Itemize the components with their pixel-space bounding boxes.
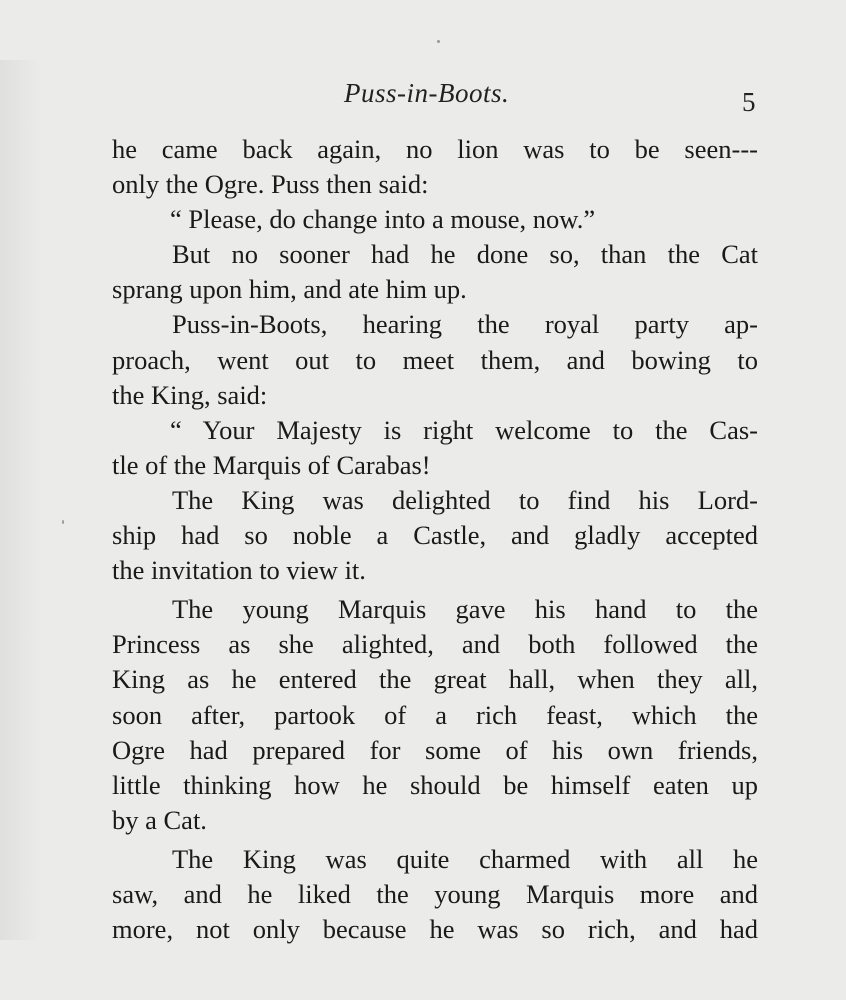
text-line: by a Cat. xyxy=(112,804,207,835)
running-head xyxy=(0,78,846,118)
page-edge-shadow xyxy=(0,60,40,940)
paper-speck xyxy=(437,40,440,43)
text-line: tle of the Marquis of Carabas! xyxy=(112,449,431,480)
running-title: Puss-in-Boots. xyxy=(344,78,510,108)
text-line: ship had so noble a Castle, and gladly accepted xyxy=(112,520,758,551)
text-line: proach, went out to meet them, and bowing to xyxy=(112,344,758,375)
text-line: King as he entered the great hall, when they all, xyxy=(112,664,758,695)
text-line: The young Marquis gave his hand to the xyxy=(172,594,758,625)
body-text xyxy=(112,132,758,947)
page-number: 5 xyxy=(742,87,756,117)
text-line: Puss-in-Boots, hearing the royal party ap- xyxy=(172,309,758,340)
text-line: Princess as she alighted, and both followed the xyxy=(112,629,758,660)
text-line: The King was quite charmed with all he xyxy=(172,843,758,874)
text-line: the King, said: xyxy=(112,379,268,410)
text-line: more, not only because he was so rich, and had xyxy=(112,914,758,945)
text-line: Ogre had prepared for some of his own friends, xyxy=(112,734,758,765)
text-line: But no sooner had he done so, than the Cat xyxy=(172,239,758,270)
text-line: “ Your Majesty is right welcome to the Cas- xyxy=(170,414,758,445)
text-line: little thinking how he should be himself eaten up xyxy=(112,769,758,800)
text-line: “ Please, do change into a mouse, now.” xyxy=(170,204,596,235)
text-line: only the Ogre. Puss then said: xyxy=(112,169,429,200)
paper-speck xyxy=(62,520,64,524)
text-line: saw, and he liked the young Marquis more and xyxy=(112,878,758,909)
text-line: The King was delighted to find his Lord- xyxy=(172,484,758,515)
text-line: the invitation to view it. xyxy=(112,555,366,586)
text-line: he came back again, no lion was to be seen--- xyxy=(112,134,758,164)
text-line: sprang upon him, and ate him up. xyxy=(112,274,467,305)
text-line: soon after, partook of a rich feast, which the xyxy=(112,699,758,730)
